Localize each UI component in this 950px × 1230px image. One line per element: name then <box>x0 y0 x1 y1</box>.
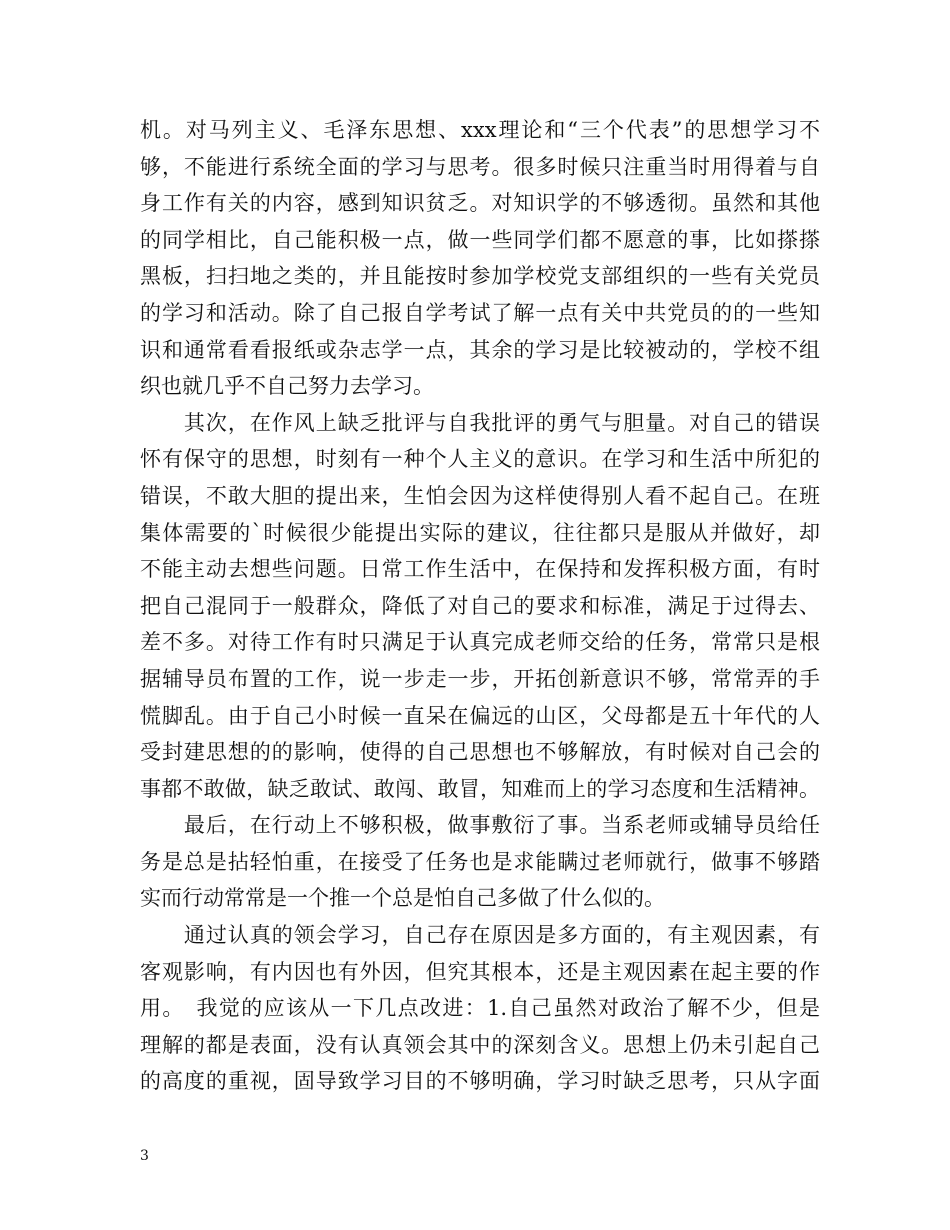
text-line: 集体需要的`时候很少能提出实际的建议，往往都只是服从并做好，却 <box>140 520 820 545</box>
text-line: 的学习和活动。除了自己报自学考试了解一点有关中共党员的的一些知 <box>140 300 820 325</box>
text-line: 不能主动去想些问题。日常工作生活中，在保持和发挥积极方面，有时 <box>140 557 820 582</box>
text-line: 错误，不敢大胆的提出来，生怕会因为这样使得别人看不起自己。在班 <box>140 483 820 508</box>
text-line: 的高度的重视，固导致学习目的不够明确，学习时缺乏思考，只从字面 <box>140 1069 820 1094</box>
text-line: 其次，在作风上缺乏批评与自我批评的勇气与胆量。对自己的错误 <box>140 410 820 435</box>
text-line: 识和通常看看报纸或杂志学一点，其余的学习是比较被动的，学校不组 <box>140 337 820 362</box>
text-line: 事都不敢做，缺乏敢试、敢闯、敢冒，知难而上的学习态度和生活精神。 <box>140 776 820 801</box>
text-line: 身工作有关的内容，感到知识贫乏。对知识学的不够透彻。虽然和其他 <box>140 191 820 216</box>
text-line: 够，不能进行系统全面的学习与思考。很多时候只注重当时用得着与自 <box>140 154 820 179</box>
text-line: 差不多。对待工作有时只满足于认真完成老师交给的任务，常常只是根 <box>140 630 820 655</box>
text-line: 理解的都是表面，没有认真领会其中的深刻含义。思想上仍未引起自己 <box>140 1032 820 1057</box>
text-line: 实而行动常常是一个推一个总是怕自己多做了什么似的。 <box>140 886 665 911</box>
body-text <box>140 112 820 1100</box>
text-line: 客观影响，有内因也有外因，但究其根本，还是主观因素在起主要的作 <box>140 959 820 984</box>
page-number: 3 <box>140 1148 149 1164</box>
text-line: 慌脚乱。由于自己小时候一直呆在偏远的山区，父母都是五十年代的人 <box>140 703 820 728</box>
text-line: 机。对马列主义、毛泽东思想、xxx理论和“三个代表”的思想学习不 <box>140 118 820 142</box>
text-line: 织也就几乎不自己努力去学习。 <box>140 374 434 399</box>
text-line: 务是总是拈轻怕重，在接受了任务也是求能瞒过老师就行，做事不够踏 <box>140 849 820 874</box>
text-line: 把自己混同于一般群众，降低了对自己的要求和标准，满足于过得去、 <box>140 593 820 618</box>
text-line: 黑板，扫扫地之类的，并且能按时参加学校党支部组织的一些有关党员 <box>140 264 820 289</box>
text-line: 通过认真的领会学习，自己存在原因是多方面的，有主观因素，有 <box>140 923 820 948</box>
text-line: 用。 我觉的应该从一下几点改进：1.自己虽然对政治了解不少，但是 <box>140 996 820 1021</box>
text-line: 怀有保守的思想，时刻有一种个人主义的意识。在学习和生活中所犯的 <box>140 447 820 472</box>
text-line: 受封建思想的的影响，使得的自己思想也不够解放，有时候对自己会的 <box>140 740 820 765</box>
text-line: 据辅导员布置的工作，说一步走一步，开拓创新意识不够，常常弄的手 <box>140 666 820 691</box>
text-line: 的同学相比，自己能积极一点，做一些同学们都不愿意的事，比如搽搽 <box>140 227 820 252</box>
text-line: 最后，在行动上不够积极，做事敷衍了事。当系老师或辅导员给任 <box>140 813 820 838</box>
